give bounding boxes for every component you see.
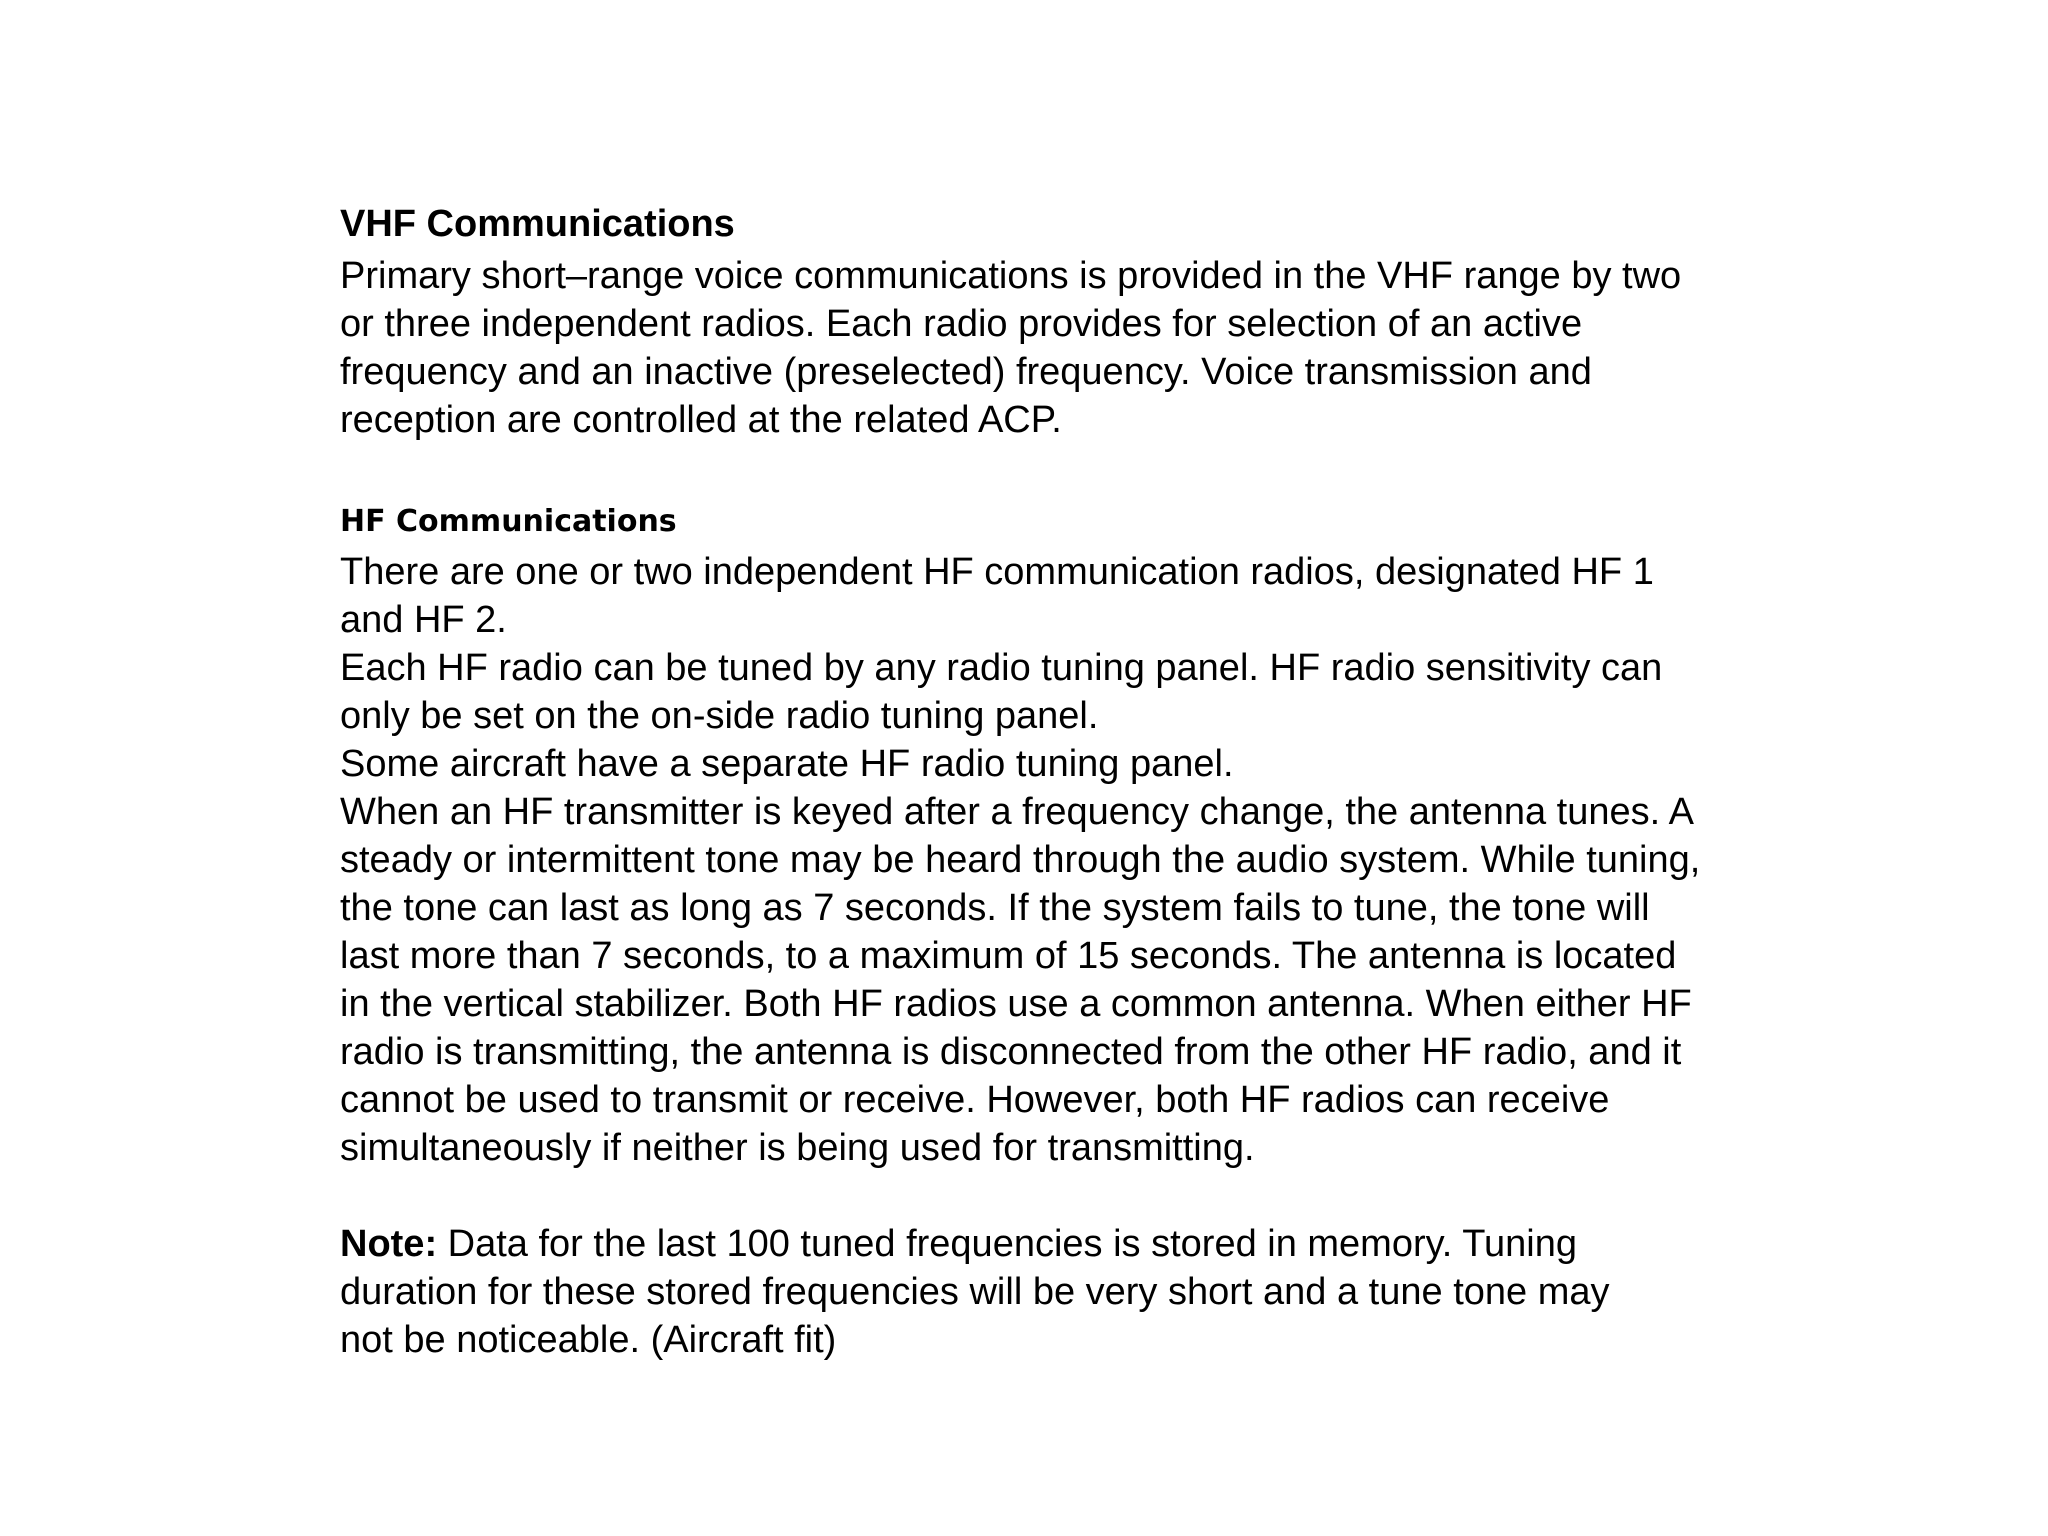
hf-line: cannot be used to transmit or receive. However, both HF radios can receive [340,1079,1610,1121]
hf-line: and HF 2. [340,599,507,641]
note-line: duration for these stored frequencies will be very short and a tune tone may [340,1271,1610,1313]
note-text: Data for the last 100 tuned frequencies is stored in memory. Tuning [437,1223,1578,1265]
hf-line: There are one or two independent HF communication radios, designated HF 1 [340,551,1654,593]
note-label: Note: [340,1223,438,1265]
hf-line: only be set on the on-side radio tuning panel. [340,695,1099,737]
vhf-section [340,196,1800,444]
hf-section [340,496,1800,1172]
vhf-heading: VHF Communications [340,203,735,245]
vhf-line: Primary short–range voice communications is provided in the VHF range by two [340,255,1682,297]
hf-line: steady or intermittent tone may be heard through the audio system. While tuning, [340,839,1701,881]
hf-line: last more than 7 seconds, to a maximum of 15 seconds. The antenna is located [340,935,1677,977]
note-line: not be noticeable. (Aircraft fit) [340,1319,837,1361]
hf-line: simultaneously if neither is being used for transmitting. [340,1127,1255,1169]
vhf-line: or three independent radios. Each radio provides for selection of an active [340,303,1583,345]
hf-line: Some aircraft have a separate HF radio tuning panel. [340,743,1234,785]
note-first-line [340,1220,1800,1268]
hf-line: Each HF radio can be tuned by any radio tuning panel. HF radio sensitivity can [340,647,1663,689]
hf-line: When an HF transmitter is keyed after a frequency change, the antenna tunes. A [340,791,1694,833]
hf-line: the tone can last as long as 7 seconds. If the system fails to tune, the tone will [340,887,1650,929]
hf-heading: HF Communications [340,504,677,539]
vhf-line: reception are controlled at the related ACP. [340,399,1062,441]
hf-line: radio is transmitting, the antenna is disconnected from the other HF radio, and it [340,1031,1682,1073]
vhf-line: frequency and an inactive (preselected) frequency. Voice transmission and [340,351,1592,393]
note-section [340,1220,1800,1364]
hf-line: in the vertical stabilizer. Both HF radios use a common antenna. When either HF [340,983,1692,1025]
document-page [340,196,1800,1364]
